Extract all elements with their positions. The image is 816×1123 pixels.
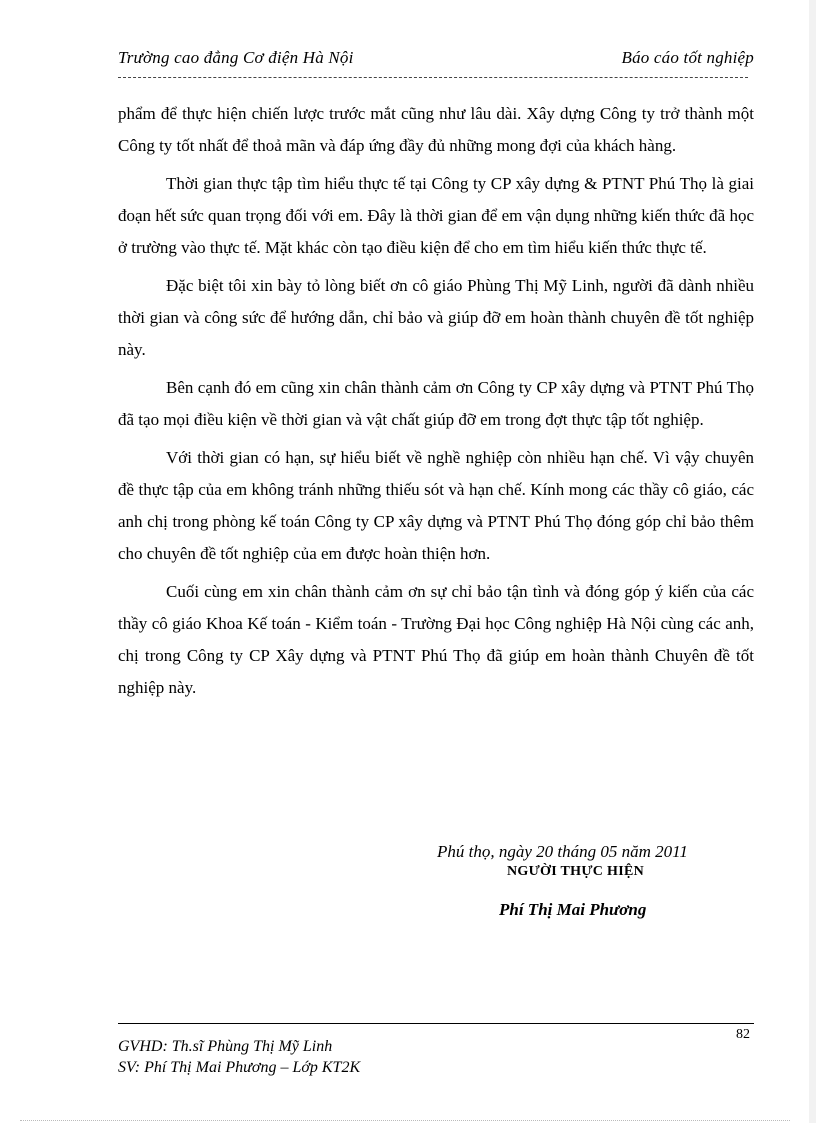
- page-edge: [809, 0, 816, 1123]
- page-number: 82: [736, 1027, 750, 1042]
- paragraph: phẩm để thực hiện chiến lược trước mắt cũng như lâu dài. Xây dựng Công ty trở thành một Công ty tốt nhất để thoả mãn và đáp ứng đầy đủ những mong đợi của khách hàng.: [118, 104, 754, 155]
- signature-date: Phú thọ, ngày 20 tháng 05 năm 2011: [437, 842, 688, 861]
- paragraph: Đặc biệt tôi xin bày tỏ lòng biết ơn cô giáo Phùng Thị Mỹ Linh, người đã dành nhiều thời gian và công sức để hướng dẫn, chỉ bảo và giúp đỡ em hoàn thành chuyên đề tốt nghiệp này.: [118, 276, 754, 359]
- header-divider: [118, 77, 748, 78]
- page-header: [118, 48, 754, 68]
- signature-role: NGƯỜI THỰC HIỆN: [507, 864, 644, 879]
- footer-advisor: GVHD: Th.sĩ Phùng Thị Mỹ Linh: [118, 1038, 333, 1055]
- document-body: [118, 98, 754, 710]
- page-bottom-border: [20, 1120, 790, 1121]
- footer-student: SV: Phí Thị Mai Phương – Lớp KT2K: [118, 1059, 361, 1076]
- header-school: Trường cao đẳng Cơ điện Hà Nội: [118, 48, 354, 67]
- paragraph: Với thời gian có hạn, sự hiểu biết về nghề nghiệp còn nhiều hạn chế. Vì vậy chuyên đề thực tập của em không tránh những thiếu sót và hạn chế. Kính mong các thầy cô giáo, các anh chị trong phòng kế toán Công ty CP xây dựng và PTNT Phú Thọ đóng góp chỉ bảo thêm cho chuyên đề tốt nghiệp của em được hoàn thiện hơn.: [118, 448, 754, 563]
- paragraph: Cuối cùng em xin chân thành cảm ơn sự chỉ bảo tận tình và đóng góp ý kiến của các thầy cô giáo Khoa Kế toán - Kiểm toán - Trường Đại học Công nghiệp Hà Nội cùng các anh, chị trong Công ty CP Xây dựng và PTNT Phú Thọ đã giúp em hoàn thành Chuyên đề tốt nghiệp này.: [118, 582, 754, 697]
- footer-divider: [118, 1023, 754, 1024]
- paragraph: Thời gian thực tập tìm hiểu thực tế tại Công ty CP xây dựng & PTNT Phú Thọ là giai đoạn hết sức quan trọng đối với em. Đây là thời gian để em vận dụng những kiến thức đã học ở trường vào thực tế. Mặt khác còn tạo điều kiện để cho em tìm hiểu kiến thức thực tế.: [118, 174, 754, 257]
- signature-name: Phí Thị Mai Phương: [499, 900, 647, 919]
- page-footer: [118, 1036, 360, 1078]
- header-report-type: Báo cáo tốt nghiệp: [621, 48, 754, 67]
- paragraph: Bên cạnh đó em cũng xin chân thành cảm ơn Công ty CP xây dựng và PTNT Phú Thọ đã tạo mọi điều kiện về thời gian và vật chất giúp đỡ em trong đợt thực tập tốt nghiệp.: [118, 378, 754, 429]
